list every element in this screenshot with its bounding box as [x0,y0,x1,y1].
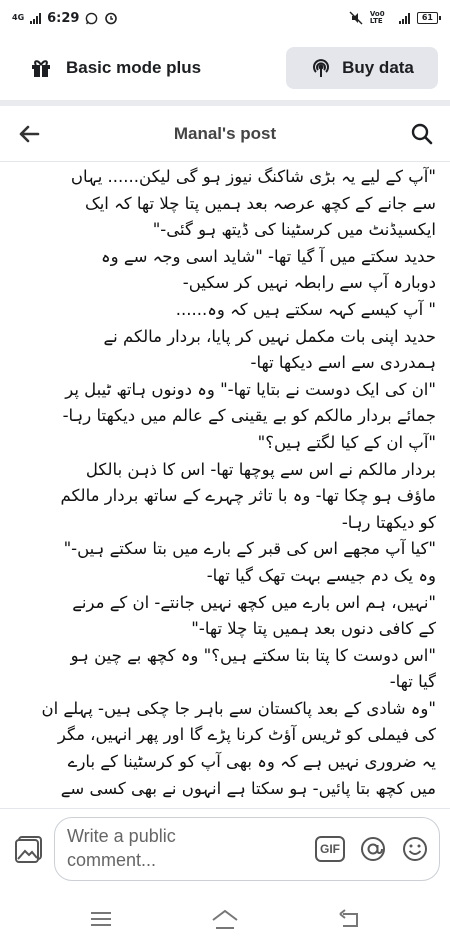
broadcast-icon [310,57,332,79]
promo-left [30,57,201,79]
post-line: گیا تھا- [389,672,436,692]
post-line: "ان کی ایک دوست نے بتایا تھا-" وہ دونوں ہاتھ ٹیبل پر [65,379,436,399]
post-line: سے جانے کے کچھ عرصہ بعد ہمیں پتا چلا تھا کہ ایک [84,193,436,213]
status-time: 6:29 [47,10,80,26]
signal-icon-2 [399,13,410,24]
post-line: "آپ ان کے کیا لگتے ہیں؟" [257,432,436,452]
post-line: حدید سکتے میں آ گیا تھا- "شاید اسی وجہ سے وہ [101,246,436,266]
system-nav-bar [0,888,450,950]
mute-icon [349,11,363,25]
buy-data-button[interactable] [286,47,438,89]
comment-box[interactable] [54,817,440,881]
buy-data-label: Buy data [342,58,414,77]
post-body [0,162,450,808]
post-line: ہمدردی سے اسے دیکھا تھا- [250,353,436,373]
home-icon[interactable] [210,908,240,930]
data-mode-banner [0,42,450,94]
promo-title: Basic mode plus [66,58,202,77]
page-title: Manal's post [173,123,277,143]
post-line: میں کچھ بتا پائیں- ہو سکتا ہے انہوں نے بھی کسی سے [60,778,436,798]
comment-bar [0,808,450,888]
post-line: حدید اپنی بات مکمل نہیں کر پایا، بردار مالکم نے [103,326,436,346]
battery-indicator: 61 [417,12,438,24]
status-left [12,11,118,26]
comment-input[interactable] [67,824,207,874]
post-line: بردار مالکم نے اس سے پوچھا تھا- اس کا ذہن بالکل [85,459,436,479]
status-bar [0,0,450,36]
at-icon[interactable] [359,835,387,863]
post-line: "کیا آپ مجھے اس کی قبر کے بارے میں بتا سکتے ہیں-" [63,539,436,559]
post-line: کی فیملی کو ٹریس آؤٹ کرنا پڑے گا اور پھر انہیں، مگر [57,725,436,745]
post-line: ایکسیڈنٹ میں کرسٹینا کی ڈیتھ ہو گئی-" [152,220,436,240]
post-line: دوبارہ آپ سے رابطہ نہیں کر سکیں- [182,273,436,293]
comment-tools [315,835,429,863]
post-line: "آپ کے لیے یہ بڑی شاکنگ نیوز ہو گی لیکن...... یہاں [70,167,436,186]
post-line: جمائے بردار مالکم کو بے یقینی کے عالم میں دیکھتا رہا- [62,406,436,426]
alarm-icon [104,11,118,25]
network-type: 4G [12,13,25,22]
post-line: "وہ شادی کے بعد پاکستان سے باہر جا چکی ہیں- پہلے ان [41,698,436,718]
post-header [0,106,450,162]
post-line: "نہیں، ہم اس بارے میں کچھ نہیں جانتے- ان کے مرنے [72,592,436,612]
volte-indicator: Vo0 LTE [369,10,385,25]
post-line: " آپ کیسے کہہ سکتے ہیں کہ وہ...... [175,299,436,319]
search-icon[interactable] [410,122,434,146]
photo-icon[interactable] [14,834,44,864]
gift-icon [30,57,52,79]
post-line: کے کافی دنوں بعد ہمیں پتا چلا تھا-" [191,619,436,639]
post-line: یہ ضروری نہیں ہے کہ وہ بھی آپ کو کرسٹینا کے بارے [67,752,436,772]
signal-icon [30,13,41,24]
menu-icon[interactable] [89,910,113,928]
post-line: ماؤف ہو چکا تھا- وہ با تاثر چہرے کے ساتھ بردار مالکم [60,486,436,506]
back-nav-icon[interactable] [337,908,361,930]
emoji-icon[interactable] [401,835,429,863]
back-arrow-icon[interactable] [18,125,40,143]
whatsapp-icon [85,12,98,25]
post-line: کو دیکھتا رہا- [341,512,436,532]
gif-icon[interactable]: GIF [315,836,345,862]
post-line: "اس دوست کا پتا بتا سکتے ہیں؟" وہ کچھ بے چین ہو [70,645,436,665]
post-line: وہ یک دم جیسے بہت تھک گیا تھا- [206,565,436,585]
status-right [349,11,438,25]
